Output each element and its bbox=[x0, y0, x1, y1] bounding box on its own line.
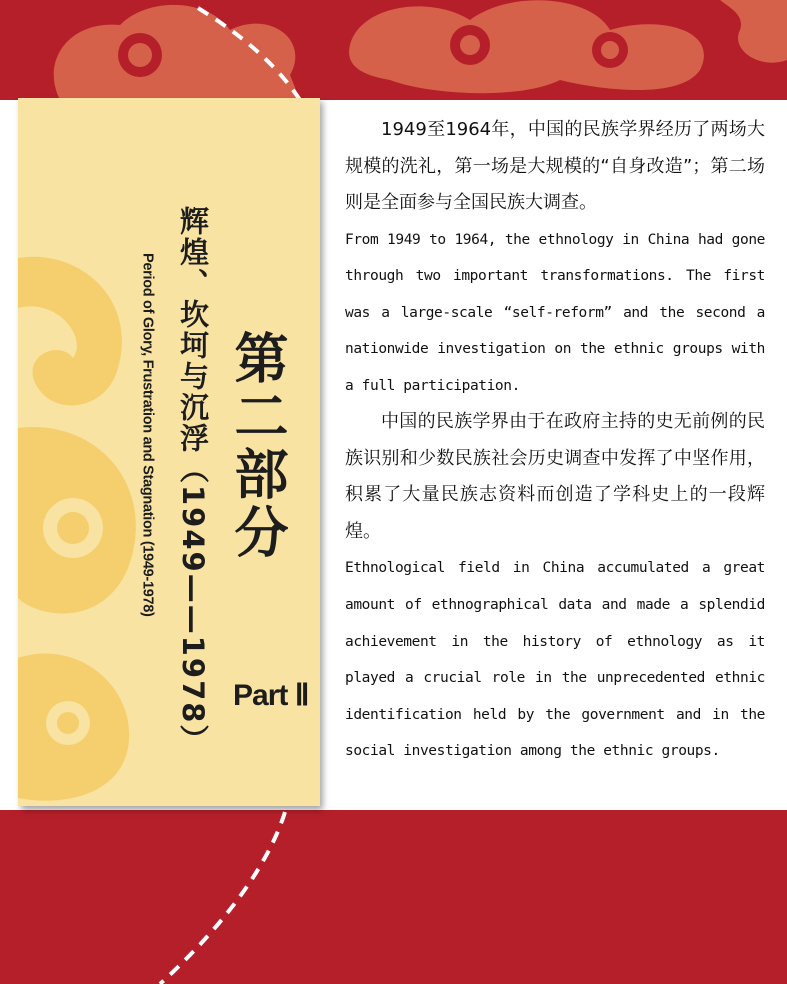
paragraph-zh-2: 中国的民族学界由于在政府主持的史无前例的民族识别和少数民族社会历史调查中发挥了中坚作用，积累了大量民族志资料而创造了学科史上的一段辉煌。 bbox=[345, 411, 765, 542]
section-subtitle-zh: 辉煌、坎坷与沉浮（1949——1978） bbox=[176, 206, 210, 756]
part-label: Part Ⅱ bbox=[233, 679, 309, 712]
bottom-red-band bbox=[0, 810, 787, 984]
body-text bbox=[345, 112, 765, 770]
paragraph-en-2: Ethnological field in China accumulated a great amount of ethnographical data and made a splendid achievement in the history of ethnology as it played a crucial role in the unprecedented ethnic identification held by the government and in the social investigation among the ethnic groups. bbox=[345, 560, 765, 760]
paragraph-en-1: From 1949 to 1964, the ethnology in China had gone through two important transformations. The first was a large-scale “self-reform” and the second a nationwide investigation on the ethnic groups with a full participation. bbox=[345, 231, 765, 394]
section-title: 第二部分 bbox=[226, 330, 289, 562]
cloud-pattern-icon bbox=[0, 0, 787, 100]
section-subtitle-en: Period of Glory, Frustration and Stagnation (1949-1978) bbox=[139, 253, 156, 617]
section-title-card bbox=[18, 98, 320, 806]
paragraph-zh-1: 1949至1964年，中国的民族学界经历了两场大规模的洗礼，第一场是大规模的“自身改造”；第二场则是全面参与全国民族大调查。 bbox=[345, 119, 765, 213]
top-red-band bbox=[0, 0, 787, 100]
